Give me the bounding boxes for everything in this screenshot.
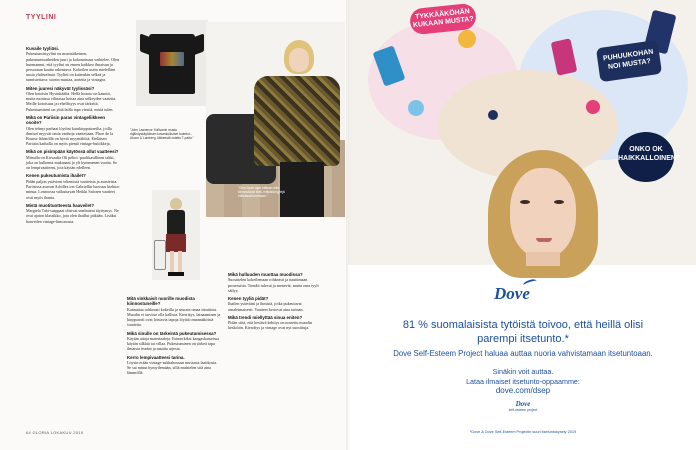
answer: Mitsulla on Kirvaalta Oli peltoi -puolikasillinen takki, joka on kulkenut mukanani jo yli kymmenen vuotta. Se on lempivaatteeni, jota käytän edelleen. [26,154,117,171]
ad-cta [408,367,638,396]
girl-portrait [510,168,576,258]
section-tag: TYYLINI [26,14,57,21]
question: Kenen pukeutumista ihailet? [26,173,86,179]
speech-bubble: TYKKÄÄKÖHÄN KUKAAN MUSTA? [409,3,477,36]
question: Mikä on Pariisin paras vintageliikkeen osoite? [26,114,106,126]
cta-line: Lataa ilmaiset itsetunto-oppaamme: [466,376,580,386]
answer: Olen kotoisin Hyvinkäältä. Hellä hoaoto on kauniit, mutta monissa vilinassa hoitaa aina selkeyden vaatetta. Meille kotoisuus ja rehellisyys ovat tärkeitä. Pukeutumiseni on yhtä lailla tapa viestiä, mistä tulen. [26,91,117,112]
answer: Suosittelen kokeilemaan rohkeasti ja nauttimaan prosessista. Trendit tulevat ja menevät, mutta oma tyyli säilyy. [228,277,319,293]
text-column-1 [26,46,120,225]
text-column-2 [127,296,221,377]
answer: Kannattaa rohkeasti kokeilla ja seurata omaa intuitiota. Muodin ei tarvitse olla kallista. Kierrätys, lainaaminen ja kirpputorit ovat loistavia tapoja löytää omannäköisiä vaatteita. [127,306,221,328]
cta-link[interactable]: dove.com/dsep [495,386,551,395]
answer: Ihailen ystäviäni ja ihmisiä, jotka pukeutuvat omaleimaisesti. Vaatteet kertovat aina tarinan. [228,301,304,312]
speech-bubble: ONKO OK HAIKKALLOINEN? [618,132,674,182]
answer: Pidän siitä, että kestävä kehitys on nostettu muodin keskiöön. Kierrätys ja vintage ovat nyt suosittuja. [228,320,312,331]
question: Kenen tyyliä pidät? [228,296,269,302]
answer: Pukeutumistyylini on monisäikeinen, pukeutumisaiheiden juuri ja kokonaisuus vaihtelee. Olen huomannut, että tyylini on ennen kaikkea ilmaisun ja persoonan kautta rakentuva. Kokeilen usein mielelläni uusia yhdistelmiä. Tyylini on kuitenkin selkeä ja tunnistettava: suosin mustaa, aarteita ja vintagea. [26,51,119,83]
question: Kuvaile tyyliäsi. [26,46,59,51]
answer: Löysin erään vintage-sukkahousun mustasta laatikosta. Se sai minut hymyilemään, sillä muistelen sitä aina lämmöllä. [127,360,218,376]
answer: Olen tehnyt parhaat löytöni katukirpputoreilta, joilla ihmiset myyvät omia vanhoja vaatteitaan. Place de la Bourse lähistöllä on hyviä myymälöitä. Eteläisen Pariisin kaduilla on myös pieniä vintage-butiikkeja. [26,125,114,147]
text-column-3 [228,272,322,332]
answer: Pidän paljon ystävieni tekemistä vaatteista ja asusteista. Pariisissa asuvan Achilles ion Gabriellin luovuus kiehtoo minua. Lontoossa vaikuttavan Heikki Salosen vaatteet ovat myös ihania. [26,178,120,200]
question: Mikä trendi miellyttää sinua eniten? [228,314,303,320]
ad-subline: Dove Self-Esteem Project haluaa auttaa nuoria vahvistamaan itsetuntoaan. [393,349,653,358]
full-body-photo [152,190,200,280]
spine-shadow [346,0,350,450]
question: Mikä on pisimpään käytössä ollut vaatteesi? [26,149,119,155]
page-footer: 64 GLORIA LOKAKUU 2019 [26,430,84,435]
question: Mikä hulluuden muottaa muodissa? [228,272,303,277]
right-page-ad [348,0,696,450]
answer: Margiela Tabi-saappaat olisivat unelmieni täyttymys. Ne ovat ajaton klassikko, jota olen ihaillut pitkään. Lisäksi haaveilen vintage-kimonosta. [26,208,119,224]
cta-line: Sinäkin voit auttaa. [492,367,554,376]
photo-caption: ”John Lawrence Sullivanin musta räjähdyskäytöksen kuvankulkuiset tuotetut... Akoon & Lamberg -liikkeestä ostettu T-paita.” [130,128,194,140]
ad-illustration [348,0,696,265]
question: Mikä sinulle on tärkeintä pukeutumisessa? [127,330,217,336]
question: Mitä vinkkaisit nuorille muodista kiinnostuneille? [127,296,195,307]
brand-logo: Dove [494,284,530,303]
ad-headline: 81 % suomalaisista tytöistä toivoo, että heillä olisi parempi itsetunto.* [402,319,644,345]
question: Mistä muotituotteesta haaveilet? [26,202,95,208]
sublogo-brand: Dove [515,400,531,408]
sublogo-text: self-esteem project [508,408,538,412]
answer: Käytän aitoja materiaaleja. Esimerkiksi kangaskasseissa käytän silkkiä tai villaa. Pukeutuminen on tärkeä tapa ilmaista itseäni ja nauttia arjesta. [127,336,219,352]
question: Miten juuresi näkyvät tyylissäsi? [26,85,95,91]
tshirt-photo [136,20,208,106]
question: Kerro lempivaatteesi tarina. [127,354,185,360]
speech-bubble: PUHUUKOHAN NOI MUSTA? [596,40,662,82]
ad-footnote: *Dove & Dove Self-Esteem Projectin suuri itsetuntokysely 2019 [469,430,577,434]
self-esteem-logo [504,400,542,412]
photo-caption: ”Olen hyvin ajan mittaan ollut kiinnostunut siitä, millaisia tyylejä elämässä tuotetaan.” [238,186,285,198]
